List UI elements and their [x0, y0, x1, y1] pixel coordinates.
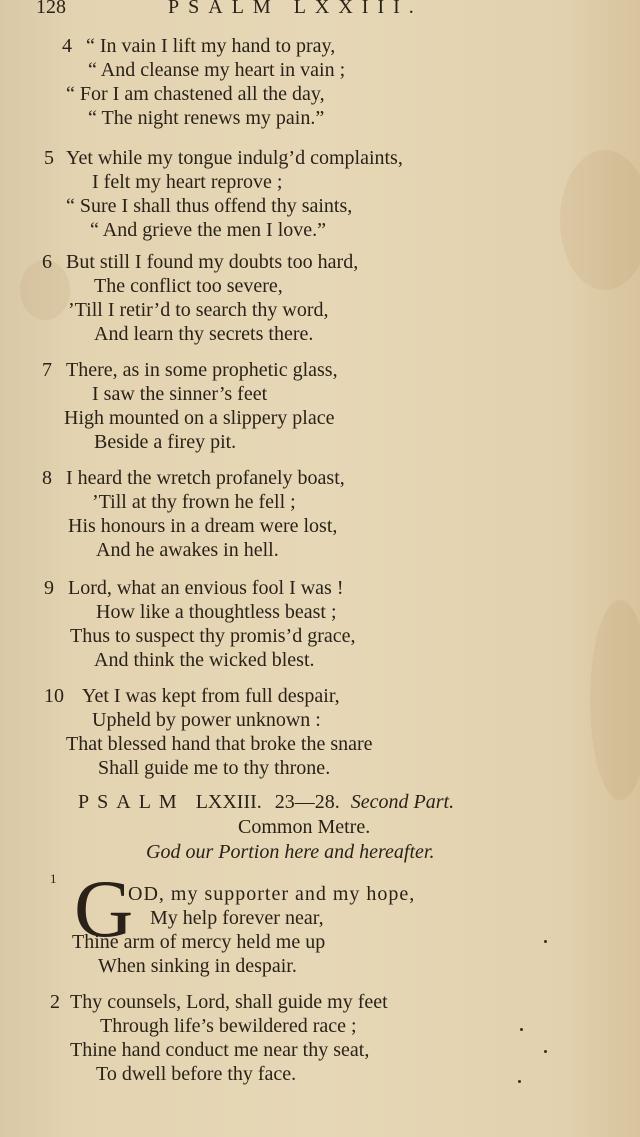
stanza-number: 5 [44, 147, 54, 169]
part-label: Second Part. [350, 791, 455, 813]
running-header [0, 0, 640, 20]
stanza-number: 4 [62, 35, 72, 57]
verse-line: Shall guide me to thy throne. [98, 757, 331, 779]
verse-line: And think the wicked blest. [94, 649, 315, 671]
stanza-number: 10 [44, 685, 64, 707]
verse-line: “ And cleanse my heart in vain ; [88, 59, 346, 81]
verse-line: And he awakes in hell. [96, 539, 279, 561]
verse-line: His honours in a dream were lost, [68, 515, 338, 537]
verse-line: And learn thy secrets there. [94, 323, 314, 345]
stanza-number: 8 [42, 467, 52, 489]
verse-line: But still I found my doubts too hard, [66, 251, 359, 273]
verse-line: Lord, what an envious fool I was ! [68, 577, 344, 599]
verse-line: Through life’s bewildered race ; [100, 1015, 357, 1037]
verse-line: That blessed hand that broke the snare [66, 733, 373, 755]
page-number: 128 [36, 0, 66, 18]
section-subtitle: God our Portion here and hereafter. [146, 841, 435, 863]
stanza-number: 9 [44, 577, 54, 599]
stanza-number: 1 [50, 871, 57, 886]
verse-line: I heard the wretch profanely boast, [66, 467, 345, 489]
verse-line: ’Till I retir’d to search thy word, [68, 299, 329, 321]
verse-line: My help forever near, [150, 907, 324, 929]
stanza-number: 2 [50, 991, 60, 1013]
running-title: PSALM LXXIII. [168, 0, 423, 18]
verse-line: The conflict too severe, [94, 275, 283, 297]
metre-label: Common Metre. [238, 816, 371, 838]
verse-line: When sinking in despair. [98, 955, 297, 977]
verse-range: 23—28. [274, 791, 340, 813]
verse-line: Thine hand conduct me near thy seat, [70, 1039, 370, 1061]
ink-speck [520, 1028, 523, 1031]
verse-line: I felt my heart reprove ; [92, 171, 283, 193]
verse-line: “ In vain I lift my hand to pray, [86, 35, 336, 57]
verse-line: Thy counsels, Lord, shall guide my feet [70, 991, 388, 1013]
verse-line: ’Till at thy frown he fell ; [92, 491, 296, 513]
verse-line: How like a thoughtless beast ; [96, 601, 337, 623]
verse-line: Upheld by power unknown : [92, 709, 321, 731]
verse-line: “ Sure I shall thus offend thy saints, [66, 195, 353, 217]
verse-line: “ For I am chastened all the day, [66, 83, 325, 105]
ink-speck [518, 1080, 521, 1083]
ink-speck [544, 1050, 547, 1053]
verse-line: There, as in some prophetic glass, [66, 359, 338, 381]
ink-speck [544, 940, 547, 943]
verse-line: High mounted on a slippery place [64, 407, 335, 429]
verse-line: OD, my supporter and my hope, [128, 883, 416, 905]
verse-line: Thus to suspect thy promis’d grace, [70, 625, 356, 647]
paper-stain [590, 600, 640, 800]
stanza-number: 7 [42, 359, 52, 381]
verse-line: Thine arm of mercy held me up [72, 931, 326, 953]
verse-line: “ The night renews my pain.” [88, 107, 325, 129]
verse-line: I saw the sinner’s feet [92, 383, 268, 405]
verse-line: To dwell before thy face. [96, 1063, 297, 1085]
paper-stain [560, 150, 640, 290]
psalm-label: PSALM [78, 791, 185, 813]
verse-line: Yet I was kept from full despair, [82, 685, 340, 707]
drop-cap: G [74, 863, 134, 954]
verse-line: Yet while my tongue indulg’d complaints, [66, 147, 403, 169]
psalm-number: LXXIII. [195, 791, 262, 813]
verse-line: Beside a firey pit. [94, 431, 237, 453]
stanza-number: 6 [42, 251, 52, 273]
verse-line: “ And grieve the men I love.” [90, 219, 327, 241]
